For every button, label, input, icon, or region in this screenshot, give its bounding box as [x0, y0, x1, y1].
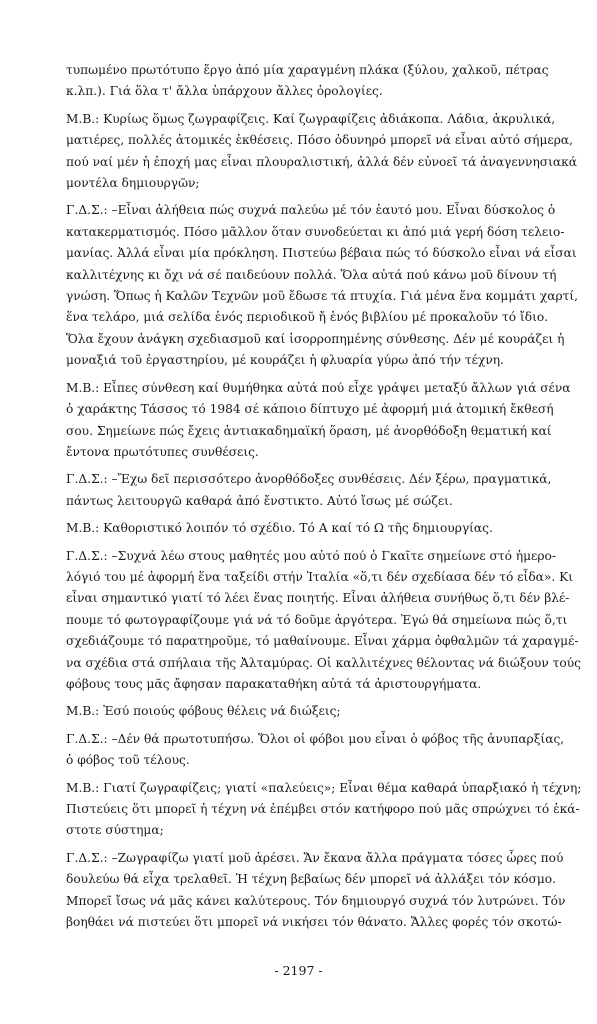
paragraph [66, 546, 581, 696]
paragraph [66, 848, 566, 934]
text-line: ματιέρες, πολλές ἀτομικές ἐκθέσεις. Πόσο ὀδυνηρό μπορεῖ νά εἶναι αὐτό σήμερα, [66, 133, 573, 148]
text-line: Γ.Δ.Σ.: –Ζωγραφίζω γιατί μοῦ ἀρέσει. Ἄν ἔκανα ἄλλα πράγματα τόσες ὧρες πού [66, 850, 564, 865]
text-line: Γ.Δ.Σ.: –Συχνά λέω στους μαθητές μου αὐτό πού ὁ Γκαῖτε σημείωνε στό ἡμερο- [66, 548, 556, 563]
paragraph [66, 60, 549, 103]
text-line: Ὅλα ἔχουν ἀνάγκη σχεδιασμοῦ καί ἰσορροπημένης σύνθεσης. Δέν μέ κουράζει ἡ [66, 331, 565, 346]
paragraph [66, 469, 552, 512]
text-line: Μ.Β.: Ἐσύ ποιούς φόβους θέλεις νά διώξεις; [66, 704, 341, 719]
text-line: κατακερματισμός. Πόσο μᾶλλον ὅταν συνοδεύεται κι ἀπό μιά γερή δόση τελειο- [66, 224, 565, 239]
text-line: Μ.Β.: Κυρίως ὅμως ζωγραφίζεις. Καί ζωγραφίζεις ἀδιάκοπα. Λάδια, ἀκρυλικά, [66, 111, 556, 126]
text-line: Μπορεῖ ἴσως νά μᾶς κάνει καλύτερους. Τόν δημιουργό συχνά τόν λυτρώνει. Τόν [66, 893, 566, 908]
text-line: μανίας. Ἀλλά εἶναι μία πρόκληση. Πιστεύω βέβαια πώς τό δύσκολο εἶναι νά εἶσαι [66, 246, 577, 261]
text-line: πάντως λειτουργῶ καθαρά ἀπό ἔνστικτο. Αὐτό ἴσως μέ σώζει. [66, 493, 453, 508]
text-line: κ.λπ.). Γιά ὅλα τ' ἄλλα ὑπάρχουν ἄλλες ὁρολογίες. [66, 84, 383, 99]
paragraph [66, 378, 571, 464]
paragraph [66, 518, 542, 539]
text-line: ἔντονα πρωτότυπες συνθέσεις. [66, 444, 259, 459]
text-line: Μ.Β.: Γιατί ζωγραφίζεις; γιατί «παλεύεις»; Εἶναι θέμα καθαρά ὑπαρξιακό ἡ τέχνη; [66, 780, 582, 795]
text-line: σου. Σημείωνε πώς ἔχεις ἀντιακαδημαϊκή ὅραση, μέ ἀνορθόδοξη θεματική καί [66, 423, 552, 438]
text-line: Μ.Β.: Εἶπες σύνθεση καί θυμήθηκα αὐτά πού εἶχε γράψει μεταξύ ἄλλων γιά σένα [66, 380, 571, 395]
text-line: ἕνα τελάρο, μιά σελίδα ἑνός περιοδικοῦ ἤ ἑνός βιβλίου μέ προκαλοῦν τό ἴδιο. [66, 310, 549, 325]
text-line: γνώση. Ὅπως ἡ Καλῶν Τεχνῶν μοῦ ἔδωσε τά πτυχία. Γιά μένα ἕνα κομμάτι χαρτί, [66, 289, 579, 304]
text-line: Γ.Δ.Σ.: –Ἔχω δεῖ περισσότερο ἀνορθόδοξες συνθέσεις. Δέν ξέρω, πραγματικά, [66, 472, 552, 487]
text-line: μοναξιά τοῦ ἐργαστηρίου, μέ κουράζει ἡ φλυαρία γύρω ἀπό τήν τέχνη. [66, 353, 504, 368]
text-line: ὁ χαράκτης Τάσσος τό 1984 σέ κάποιο δίπτυχο μέ ἀφορμή μιά ἀτομική ἔκθεσή [66, 402, 554, 417]
text-line: Μ.Β.: Καθοριστικό λοιπόν τό σχέδιο. Τό Α καί τό Ω τῆς δημιουργίας. [66, 521, 493, 536]
text-line: ὁ φόβος τοῦ τέλους. [66, 753, 190, 768]
paragraph [66, 729, 565, 772]
text-line: σχεδιάζουμε τό παρατηροῦμε, τό μαθαίνουμε. Εἶναι χάρμα ὀφθαλμῶν τά χαραγμέ- [66, 634, 579, 649]
text-line: Πιστεύεις ὅτι μπορεῖ ἡ τέχνη νά ἐπέμβει στόν κατήφορο πού μᾶς σπρώχνει τό ἑκά- [66, 802, 580, 816]
text-line: εἶναι σημαντικό γιατί τό λέει ἕνας ποιητής. Εἶναι ἀλήθεια συνήθως ὅ,τι δέν βλέ- [66, 591, 570, 606]
text-line: πού ναί μέν ἡ ἐποχή μας εἶναι πλουραλιστική, ἀλλά δέν εὐνοεῖ τά ἀναγεννησιακά [66, 154, 577, 169]
text-line: βοηθάει νά πιστεύει ὅτι μπορεῖ νά νικήσει τόν θάνατο. Ἄλλες φορές τόν σκοτώ- [66, 915, 562, 930]
text-line: λόγιό του μέ ἀφορμή ἕνα ταξείδι στήν Ἰταλία «ὅ,τι δέν σχεδίασα δέν τό εἶδα». Κι [66, 569, 573, 584]
text-line: δουλεύω θά εἶχα τρελαθεῖ. Ἡ τέχνη βεβαίως δέν μπορεῖ νά ἀλλάξει τόν κόσμο. [66, 872, 556, 887]
paragraph [66, 109, 577, 195]
text-line: φόβους τους μᾶς ἄφησαν παρακαταθήκη αὐτά τά ἀριστουργήματα. [66, 676, 482, 691]
text-line: τυπωμένο πρωτότυπο ἔργο ἀπό μία χαραγμένη πλάκα (ξύλου, χαλκοῦ, πέτρας [66, 63, 549, 77]
paragraph [66, 200, 579, 371]
paragraph [66, 778, 582, 842]
text-line: καλλιτέχνης κι ὄχι νά σέ παιδεύουν πολλά. Ὅλα αὐτά πού κάνω μοῦ δίνουν τή [66, 267, 557, 282]
text-line: Γ.Δ.Σ.: –Εἶναι ἀλήθεια πώς συχνά παλεύω μέ τόν ἑαυτό μου. Εἶναι δύσκολος ὁ [66, 203, 556, 218]
text-line: να σχέδια στά σπήλαια τῆς Ἀλταμύρας. Οἱ καλλιτέχνες θέλοντας νά διώξουν τούς [66, 655, 581, 670]
page-number: - 2197 - [274, 963, 323, 978]
text-line: στοτε σύστημα; [66, 823, 164, 838]
text-line: Γ.Δ.Σ.: –Δέν θά πρωτοτυπήσω. Ὅλοι οἱ φόβοι μου εἶναι ὁ φόβος τῆς ἀνυπαρξίας, [66, 731, 565, 746]
article-body [66, 60, 582, 939]
text-line: πουμε τό φωτογραφίζουμε γιά νά τό δοῦμε ἀργότερα. Ἐγώ θά σημείωνα πώς ὅ,τι [66, 612, 568, 627]
paragraph [66, 701, 542, 722]
text-line: μοντέλα δημιουργῶν; [66, 176, 200, 191]
